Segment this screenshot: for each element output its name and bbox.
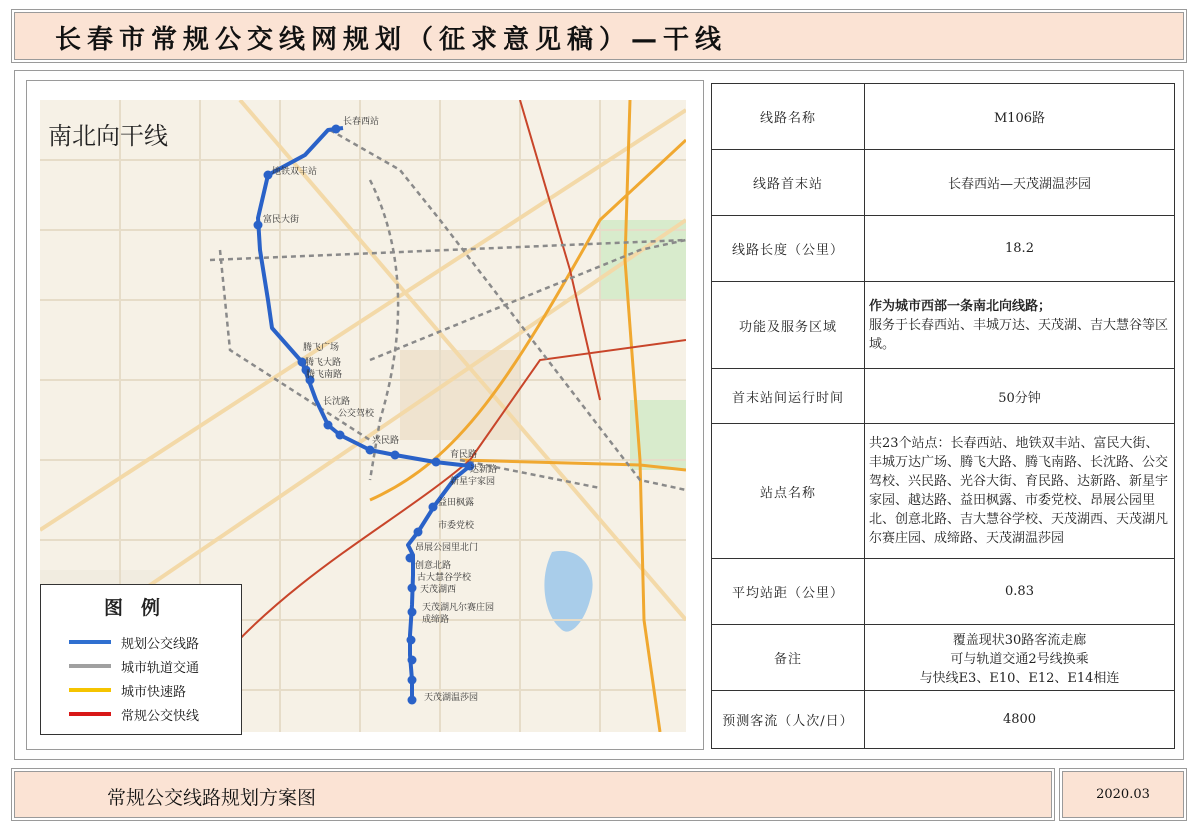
- map-heading: 南北向干线: [48, 122, 168, 150]
- function-value-text: 服务于长春西站、丰城万达、天茂湖、吉大慧谷等区域。: [869, 317, 1169, 352]
- run-time-value: 50分钟: [865, 369, 1175, 424]
- remarks-label: 备注: [712, 625, 865, 691]
- stop-label: 富民大街: [263, 215, 300, 225]
- stop-label: 长春西站: [343, 117, 380, 127]
- legend-swatch-gray: [69, 664, 111, 668]
- stop-label: 成缔路: [422, 615, 450, 625]
- stop-label: 昂展公园里北门: [415, 543, 479, 553]
- stop-label: 古大慧谷学校: [417, 573, 472, 583]
- length-label: 线路长度（公里）: [712, 216, 865, 282]
- ridership-value: 4800: [865, 691, 1175, 749]
- district-block: [400, 350, 520, 440]
- route-name-value: M106路: [865, 84, 1175, 150]
- footer-title: 常规公交线路规划方案图: [107, 787, 317, 809]
- stop-label: 天茂湖温莎园: [424, 693, 479, 703]
- footer-band: [14, 771, 1052, 818]
- stop-label: 兴民路: [372, 436, 400, 446]
- ridership-label: 预测客流（人次/日）: [712, 691, 865, 749]
- stop-label: 腾飞大路: [305, 358, 342, 368]
- stop-label: 育民路: [450, 450, 478, 460]
- route-stop[interactable]: [429, 503, 438, 512]
- stop-label: 达新路: [470, 465, 498, 475]
- route-stop[interactable]: [407, 636, 416, 645]
- page-title: 长春市常规公交线网规划（征求意见稿）—干线: [55, 25, 728, 55]
- terminals-value: 长春西站—天茂湖温莎园: [865, 150, 1175, 216]
- stop-label: 公交驾校: [338, 409, 375, 419]
- title-band: [14, 12, 1184, 60]
- legend: [40, 584, 242, 735]
- legend-title: 图例: [103, 597, 178, 619]
- remarks-line: 可与轨道交通2号线换乘: [950, 652, 1089, 667]
- route-info-table: [711, 83, 1175, 749]
- route-stop[interactable]: [414, 528, 423, 537]
- remarks-value: [865, 625, 1175, 691]
- legend-label: 城市轨道交通: [121, 661, 200, 676]
- route-stop[interactable]: [254, 221, 263, 230]
- stop-label: 腾飞广场: [303, 343, 340, 353]
- legend-label: 城市快速路: [121, 685, 187, 700]
- legend-label: 常规公交快线: [121, 709, 200, 724]
- date-band: [1062, 771, 1184, 818]
- table-row: [712, 369, 1175, 424]
- route-stop[interactable]: [332, 125, 341, 134]
- legend-swatch-red: [69, 712, 111, 716]
- remarks-line: 覆盖现状30路客流走廊: [952, 633, 1087, 648]
- route-stop[interactable]: [408, 696, 417, 705]
- table-row: [712, 691, 1175, 749]
- route-stop[interactable]: [406, 554, 415, 563]
- table-row: [712, 150, 1175, 216]
- route-stop[interactable]: [408, 584, 417, 593]
- stop-label: 腾飞南路: [306, 370, 343, 380]
- stop-label: 天茂湖凡尔赛庄园: [422, 603, 495, 613]
- route-stop[interactable]: [336, 431, 345, 440]
- route-stop[interactable]: [408, 608, 417, 617]
- function-label: 功能及服务区域: [712, 282, 865, 369]
- stop-label: 益田枫露: [438, 498, 475, 508]
- stops-label: 站点名称: [712, 424, 865, 559]
- stop-label: 天茂湖西: [420, 585, 457, 595]
- route-name-label: 线路名称: [712, 84, 865, 150]
- footer-date: 2020.03: [1096, 787, 1150, 802]
- stop-label: 长沈路: [323, 397, 351, 407]
- stop-label: 创意北路: [415, 561, 452, 571]
- route-stop[interactable]: [324, 421, 333, 430]
- route-stop[interactable]: [408, 656, 417, 665]
- stop-label: 地铁双丰站: [272, 167, 318, 177]
- table-row: [712, 282, 1175, 369]
- stop-label: 新星宇家园: [450, 477, 496, 487]
- route-stop[interactable]: [432, 458, 441, 467]
- legend-swatch-blue: [69, 640, 111, 644]
- stop-label: 市委党校: [438, 521, 475, 531]
- table-row: [712, 625, 1175, 691]
- table-row: [712, 216, 1175, 282]
- route-stop[interactable]: [366, 446, 375, 455]
- terminals-label: 线路首末站: [712, 150, 865, 216]
- function-value: [865, 282, 1175, 369]
- table-row: [712, 424, 1175, 559]
- function-value-bold: 作为城市西部一条南北向线路；: [869, 298, 1052, 314]
- table-row: [712, 84, 1175, 150]
- avg-spacing-label: 平均站距（公里）: [712, 559, 865, 625]
- stops-value: 共23个站点：长春西站、地铁双丰站、富民大街、丰城万达广场、腾飞大路、腾飞南路、长沈路、公交驾校、兴民路、光谷大街、育民路、达新路、新星宇家园、越达路、益田枫露、市委党校、昂展公园里北、创意北路、吉大慧谷学校、天茂湖西、天茂湖凡尔赛庄园、成缔路、天茂湖温莎园: [865, 424, 1175, 559]
- length-value: 18.2: [865, 216, 1175, 282]
- table-row: [712, 559, 1175, 625]
- avg-spacing-value: 0.83: [865, 559, 1175, 625]
- route-stop[interactable]: [408, 676, 417, 685]
- route-stop[interactable]: [391, 451, 400, 460]
- remarks-line: 与快线E3、E10、E12、E14相连: [919, 671, 1120, 686]
- run-time-label: 首末站间运行时间: [712, 369, 865, 424]
- legend-label: 规划公交线路: [121, 637, 200, 652]
- legend-swatch-yellow: [69, 688, 111, 692]
